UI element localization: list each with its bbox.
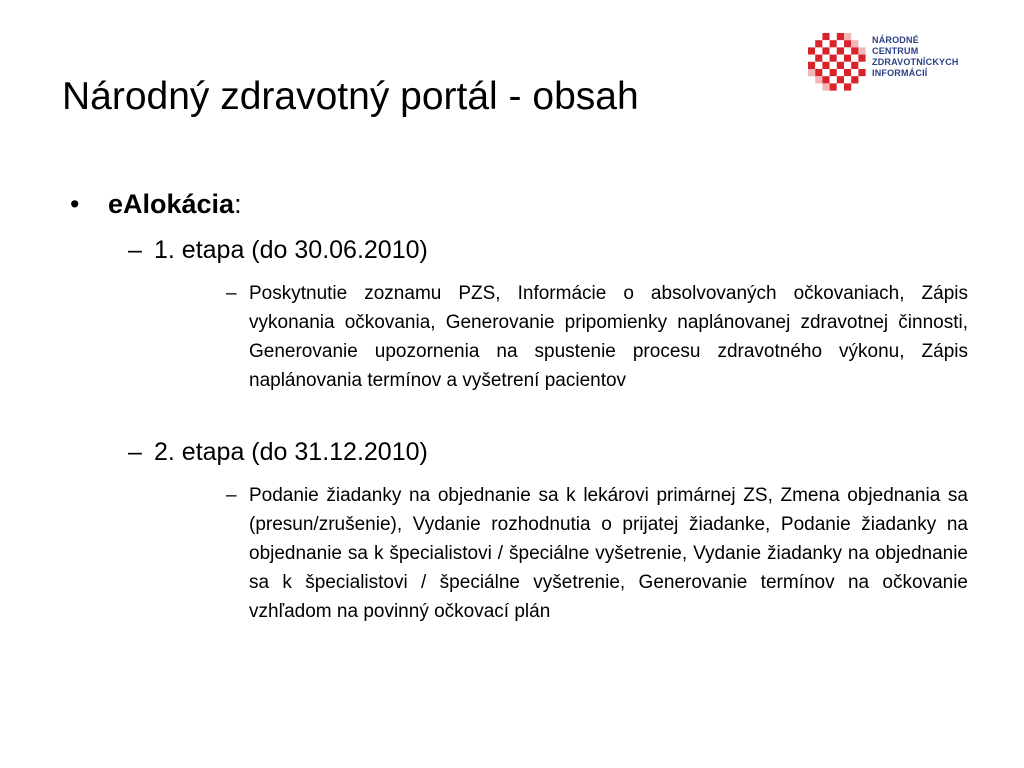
logo-square <box>815 69 822 76</box>
logo-square <box>830 33 837 40</box>
stage-2-label: 2. etapa (do 31.12.2010) <box>154 438 428 466</box>
logo-line-4: INFORMÁCIÍ <box>872 68 928 78</box>
logo-square <box>858 47 865 54</box>
stage-2-detail-marker: – <box>226 485 237 506</box>
logo-square <box>830 40 837 47</box>
logo-square <box>822 33 829 40</box>
logo-square <box>822 40 829 47</box>
logo-square <box>844 83 851 90</box>
slide-title: Národný zdravotný portál - obsah <box>62 75 639 118</box>
logo-square <box>830 76 837 83</box>
logo-square <box>822 83 829 90</box>
logo-square <box>837 33 844 40</box>
logo-square <box>851 47 858 54</box>
logo-line-1: NÁRODNÉ <box>872 35 919 45</box>
stage-2-detail-text: Podanie žiadanky na objednanie sa k lekárovi primárnej ZS, Zmena objednania sa (presun/zrušenie), Vydanie rozhodnutia o prijatej žiadanke, Podanie žiadanky na objednanie sa k špecialistovi / špeciálne vyšetrenie, Vydanie žiadanky na objednanie sa k špecialistovi / špeciálne vyšetrenie, Generovanie termínov na očkovanie vzhľadom na povinný očkovací plán <box>249 485 968 622</box>
main-bullet-label: eAlokácia <box>108 189 235 219</box>
logo-square <box>844 55 851 62</box>
logo-square <box>830 83 837 90</box>
logo-square <box>851 62 858 69</box>
logo-square <box>837 83 844 90</box>
logo-square <box>808 62 815 69</box>
logo-square <box>837 69 844 76</box>
stage-1-marker: – <box>128 236 142 264</box>
logo-square <box>830 62 837 69</box>
main-bullet-text <box>108 186 242 222</box>
logo-square <box>815 76 822 83</box>
logo-square <box>822 62 829 69</box>
logo-square <box>808 55 815 62</box>
logo-square <box>808 47 815 54</box>
logo-square <box>822 47 829 54</box>
logo-square <box>837 76 844 83</box>
logo-square <box>815 40 822 47</box>
logo-text <box>872 35 990 79</box>
logo-square <box>837 40 844 47</box>
stage-2-marker: – <box>128 438 142 466</box>
logo-square <box>815 55 822 62</box>
logo-square <box>837 55 844 62</box>
logo-square <box>858 62 865 69</box>
logo-square <box>815 62 822 69</box>
main-bullet-suffix: : <box>234 189 242 219</box>
logo-line-3: ZDRAVOTNÍCKYCH <box>872 57 959 67</box>
logo-square <box>808 69 815 76</box>
logo-square <box>858 69 865 76</box>
nczi-logo <box>808 33 988 93</box>
logo-square <box>830 55 837 62</box>
logo-line-2: CENTRUM <box>872 46 919 56</box>
logo-square <box>851 76 858 83</box>
logo-square <box>851 55 858 62</box>
logo-square <box>844 40 851 47</box>
logo-square <box>844 47 851 54</box>
logo-square <box>830 47 837 54</box>
logo-square <box>822 69 829 76</box>
logo-square <box>837 47 844 54</box>
logo-square <box>844 76 851 83</box>
stage-1-detail-text: Poskytnutie zoznamu PZS, Informácie o absolvovaných očkovaniach, Zápis vykonania očkovania, Generovanie pripomienky naplánovanej zdravotnej činnosti, Generovanie upozornenia na spustenie procesu zdravotného výkonu, Zápis naplánovania termínov a vyšetrení pacientov <box>249 283 968 391</box>
logo-square <box>822 55 829 62</box>
bullet-marker: • <box>70 189 80 219</box>
logo-square <box>844 33 851 40</box>
logo-square <box>844 69 851 76</box>
checkered-logo-icon <box>808 33 868 91</box>
logo-square <box>822 76 829 83</box>
logo-square <box>858 55 865 62</box>
logo-square <box>815 47 822 54</box>
stage-1-detail-marker: – <box>226 283 237 304</box>
logo-square <box>844 62 851 69</box>
logo-square <box>851 69 858 76</box>
logo-square <box>851 40 858 47</box>
logo-square <box>837 62 844 69</box>
logo-square <box>830 69 837 76</box>
stage-1-label: 1. etapa (do 30.06.2010) <box>154 236 428 264</box>
